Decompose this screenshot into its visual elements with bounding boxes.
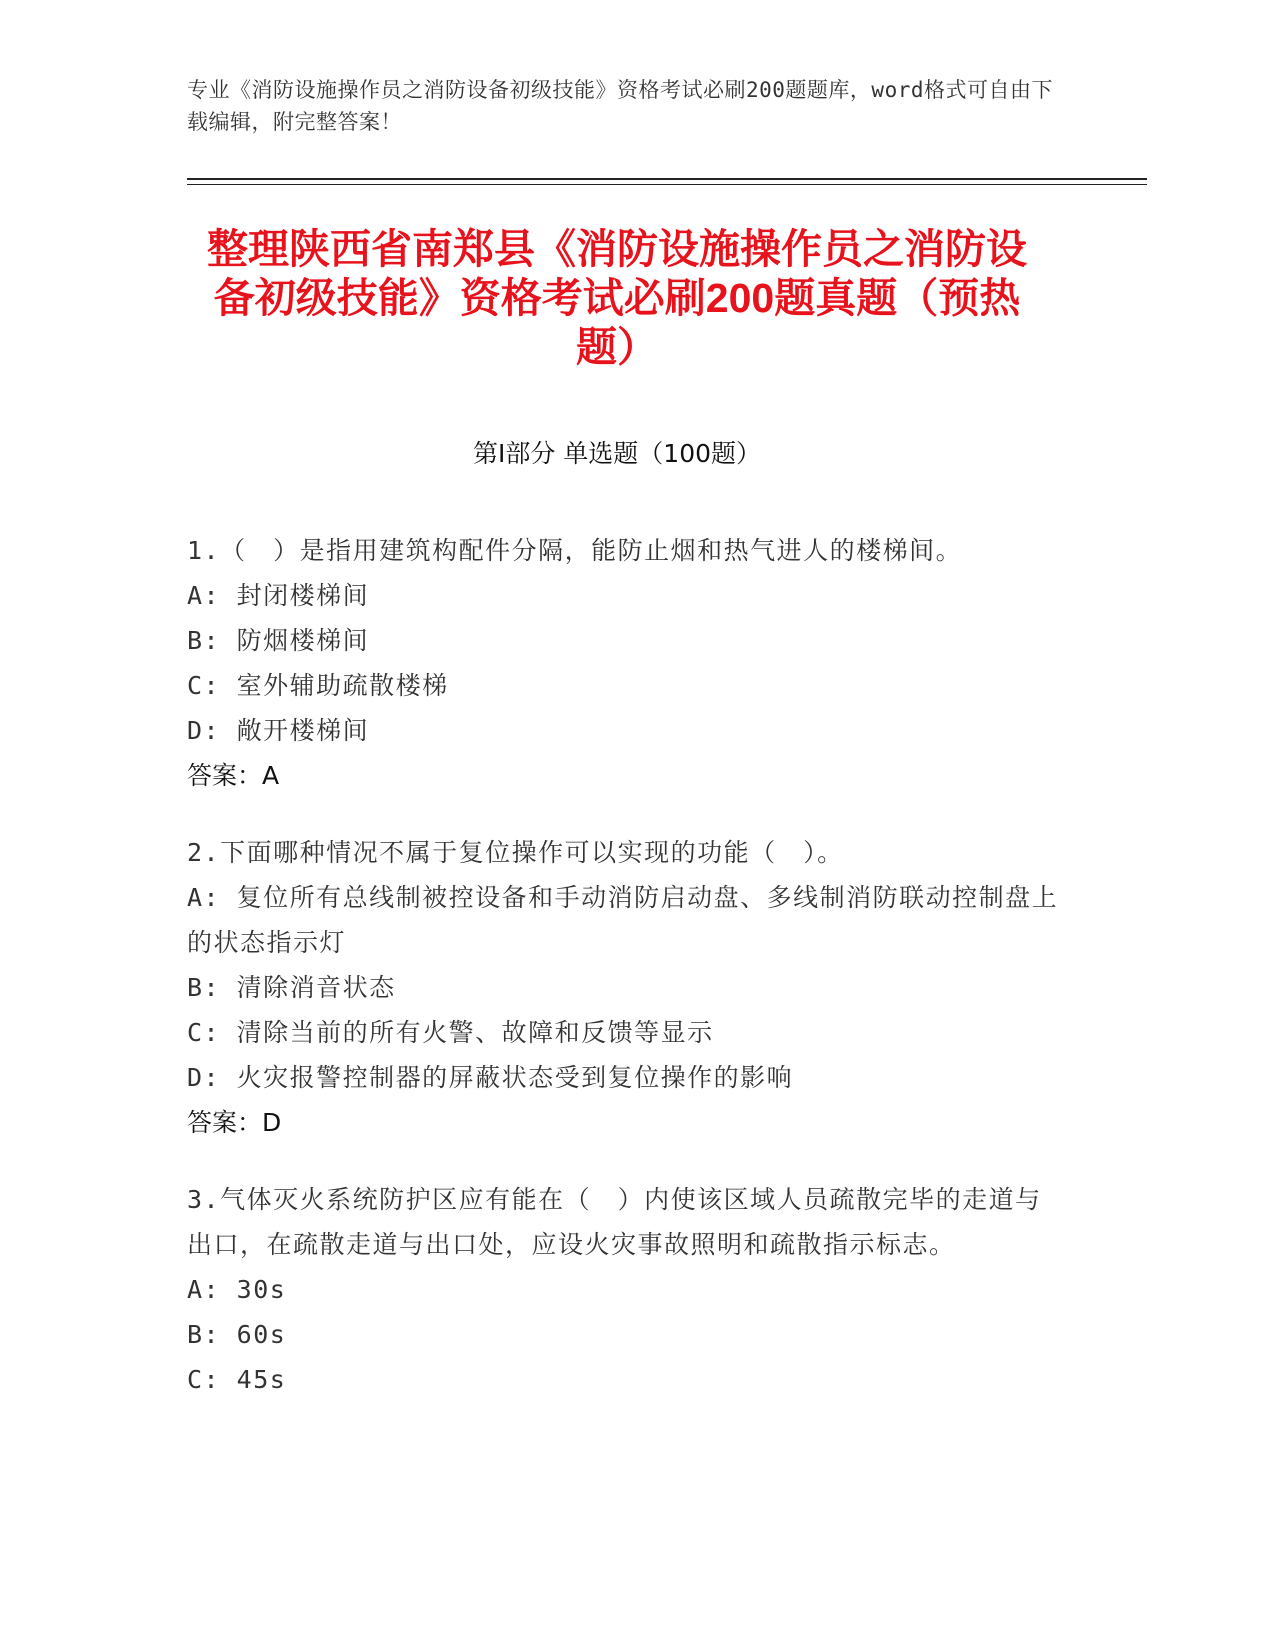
option-a: A: 30s [187,1275,287,1304]
option-c: C: 45s [187,1365,287,1394]
answer-label: 答案：A [187,761,280,790]
header-note: 专业《消防设施操作员之消防设备初级技能》资格考试必刷200题题库，word格式可自由下载编辑，附完整答案！ [187,78,1053,134]
question-list [187,528,1067,1434]
option-d: D: 敞开楼梯间 [187,716,370,745]
answer-label: 答案：D [187,1108,282,1137]
section-heading: 第I部分 单选题（100题） [472,439,762,468]
header-rule-thin [187,184,1147,185]
option-b: B: 防烟楼梯间 [187,626,370,655]
option-a: A: 封闭楼梯间 [187,581,370,610]
question-2 [187,830,1067,1145]
question-stem: 1.（ ）是指用建筑构配件分隔，能防止烟和热气进人的楼梯间。 [187,536,963,565]
option-b: B: 清除消音状态 [187,973,396,1002]
question-stem: 3.气体灭火系统防护区应有能在（ ）内使该区域人员疏散完毕的走道与出口，在疏散走道与出口处，应设火灾事故照明和疏散指示标志。 [187,1185,1042,1259]
question-1 [187,528,1067,798]
option-c: C: 清除当前的所有火警、故障和反馈等显示 [187,1018,714,1047]
option-a: A: 复位所有总线制被控设备和手动消防启动盘、多线制消防联动控制盘上的状态指示灯 [187,883,1059,957]
option-c: C: 室外辅助疏散楼梯 [187,671,449,700]
question-3 [187,1177,1067,1402]
question-stem: 2.下面哪种情况不属于复位操作可以实现的功能（ ）。 [187,838,844,867]
option-b: B: 60s [187,1320,287,1349]
option-d: D: 火灾报警控制器的屏蔽状态受到复位操作的影响 [187,1063,794,1092]
document-title: 整理陕西省南郑县《消防设施操作员之消防设备初级技能》资格考试必刷200题真题（预热题） [207,226,1027,370]
header-rule-thick [187,178,1147,180]
